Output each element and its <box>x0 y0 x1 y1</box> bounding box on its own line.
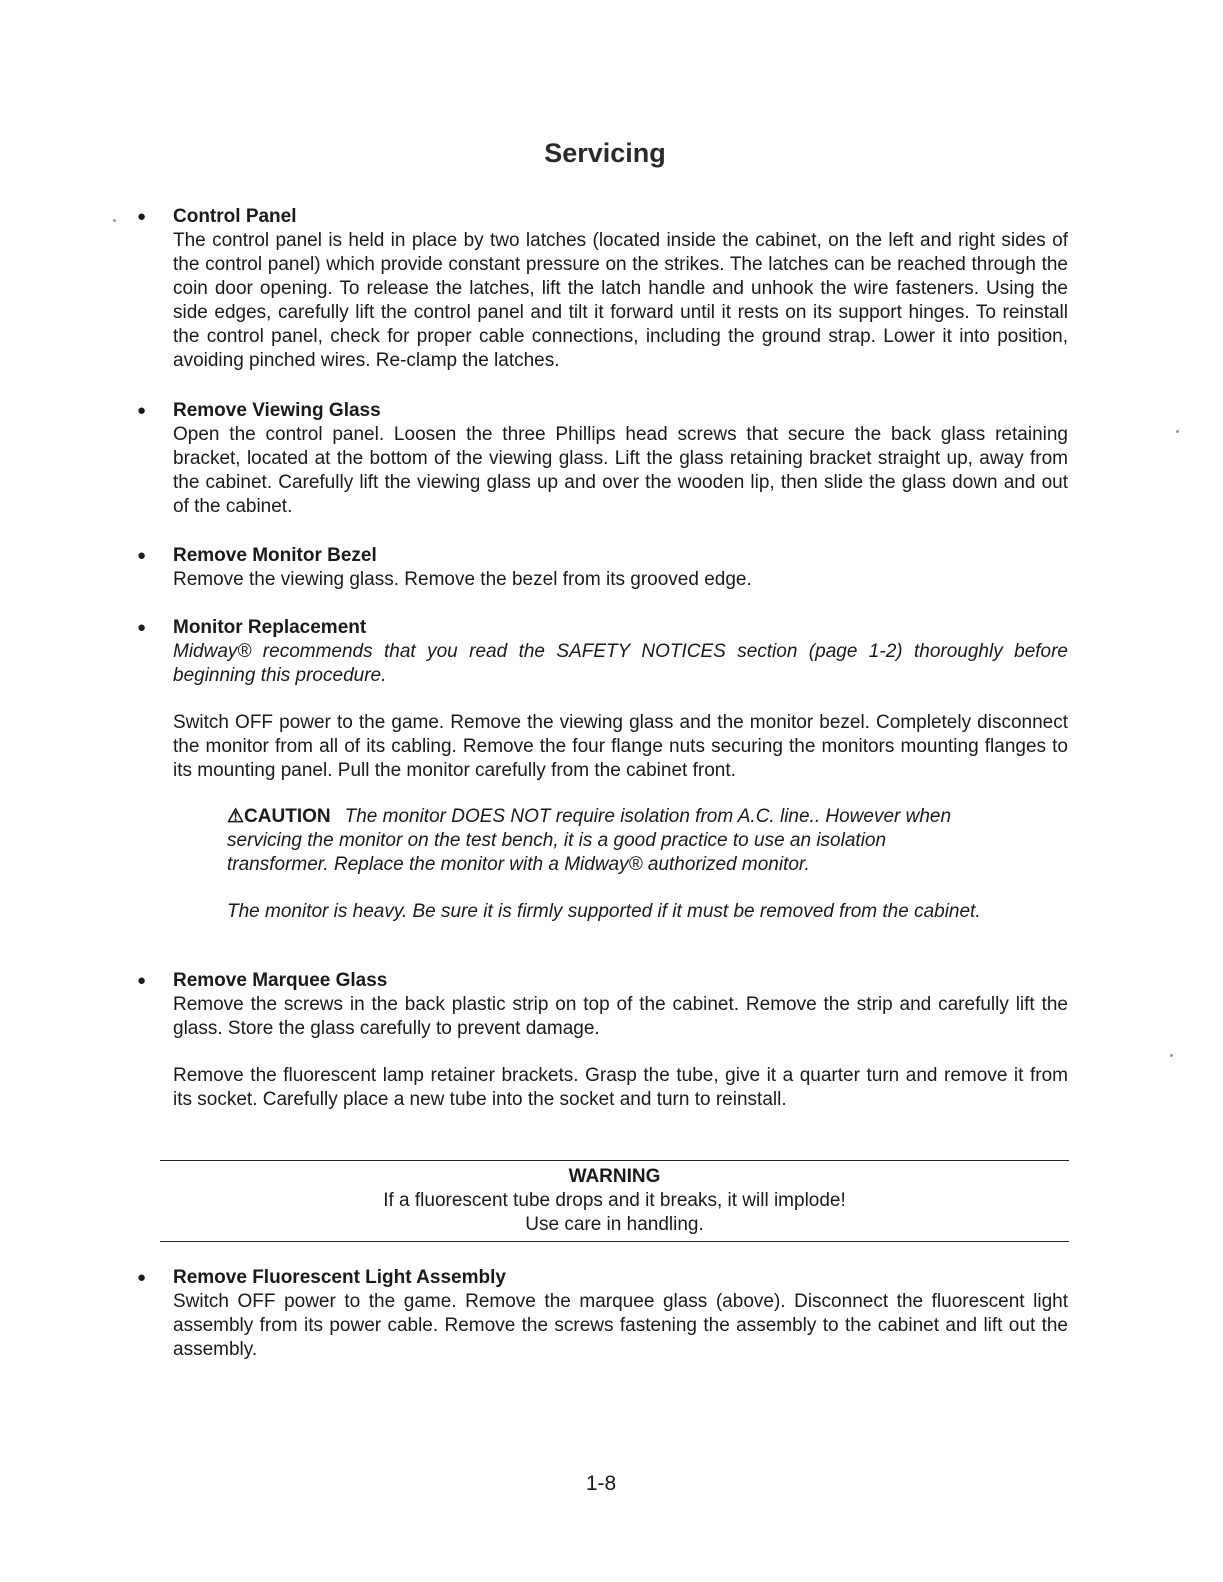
section-heading: Control Panel <box>173 206 297 227</box>
section-remove-viewing-glass <box>137 399 1068 519</box>
page-title: Servicing <box>544 138 666 168</box>
section-remove-monitor-bezel <box>137 544 1068 592</box>
safety-note: Midway® recommends that you read the SAFETY NOTICES section (page 1-2) thoroughly before beginning this procedure. <box>173 641 1068 686</box>
section-heading: Remove Marquee Glass <box>173 970 388 991</box>
caution-text-1: ⚠CAUTION The monitor DOES NOT require isolation from A.C. line.. However when servicing the monitor on the test bench, it is a good practice to use an isolation transformer. Replace the monitor with a Midway® authorized monitor. <box>227 806 952 875</box>
section-paragraph: Switch OFF power to the game. Remove the marquee glass (above). Disconnect the fluorescent light assembly from its power cable. Remove the screws fastening the assembly to the cabinet and lift out the assembly. <box>173 1291 1068 1360</box>
section-heading: Remove Monitor Bezel <box>173 545 377 566</box>
warning-triangle-icon: ⚠ <box>227 806 245 827</box>
section-paragraph: Remove the fluorescent lamp retainer brackets. Grasp the tube, give it a quarter turn and remove it from its socket. Carefully place a new tube into the socket and turn to reinstall. <box>173 1065 1068 1110</box>
section-remove-marquee-glass <box>137 969 1068 1112</box>
caution-text-2: The monitor is heavy. Be sure it is firmly supported if it must be removed from the cabinet. <box>227 901 981 922</box>
section-paragraph: Remove the screws in the back plastic strip on top of the cabinet. Remove the strip and carefully lift the glass. Store the glass carefully to prevent damage. <box>173 994 1068 1039</box>
bullet-icon: ● <box>137 972 147 989</box>
bullet-icon: ● <box>137 402 147 419</box>
section-paragraph: Open the control panel. Loosen the three Phillips head screws that secure the back glass retaining bracket, located at the bottom of the viewing glass. Lift the glass retaining bracket straight up, away from the cabinet. Carefully lift the viewing glass up and over the wooden lip, then slide the glass down and out of the cabinet. <box>173 424 1068 517</box>
caution-label: ⚠CAUTION <box>227 806 331 827</box>
section-paragraph: The control panel is held in place by two latches (located inside the cabinet, on the left and right sides of the control panel) which provide constant pressure on the strikes. The latches can be reached through the coin door opening. To release the latches, lift the latch handle and unhook the wire fasteners. Using the side edges, carefully lift the control panel and tilt it forward until it rests on its support hinges. To reinstall the control panel, check for proper cable connections, including the ground strap. Lower it into position, avoiding pinched wires. Re-clamp the latches. <box>173 230 1068 371</box>
section-heading: Remove Viewing Glass <box>173 400 381 421</box>
section-control-panel <box>137 205 1068 373</box>
warning-line-2: Use care in handling. <box>525 1214 704 1235</box>
section-heading: Remove Fluorescent Light Assembly <box>173 1267 506 1288</box>
page-number: 1-8 <box>585 1472 617 1495</box>
bullet-icon: ● <box>137 547 147 564</box>
bullet-icon: ● <box>137 208 147 225</box>
section-paragraph: Switch OFF power to the game. Remove the viewing glass and the monitor bezel. Completely disconnect the monitor from all of its cabling. Remove the four flange nuts securing the monitors mounting flanges to its mounting panel. Pull the monitor carefully from the cabinet front. <box>173 712 1068 781</box>
section-paragraph: Remove the viewing glass. Remove the bezel from its grooved edge. <box>173 569 752 590</box>
warning-box <box>160 1160 1069 1242</box>
bullet-icon: ● <box>137 619 147 636</box>
warning-line-1: If a fluorescent tube drops and it breaks, it will implode! <box>383 1190 846 1211</box>
section-remove-fluorescent-light-assembly <box>137 1266 1068 1362</box>
scan-speck <box>113 219 116 222</box>
scan-speck <box>1170 1054 1173 1057</box>
bullet-icon: ● <box>137 1269 147 1286</box>
caution-block <box>227 805 987 924</box>
section-monitor-replacement <box>137 616 1068 783</box>
scan-speck <box>1176 430 1179 433</box>
warning-title: WARNING <box>568 1166 661 1187</box>
section-heading: Monitor Replacement <box>173 617 367 638</box>
